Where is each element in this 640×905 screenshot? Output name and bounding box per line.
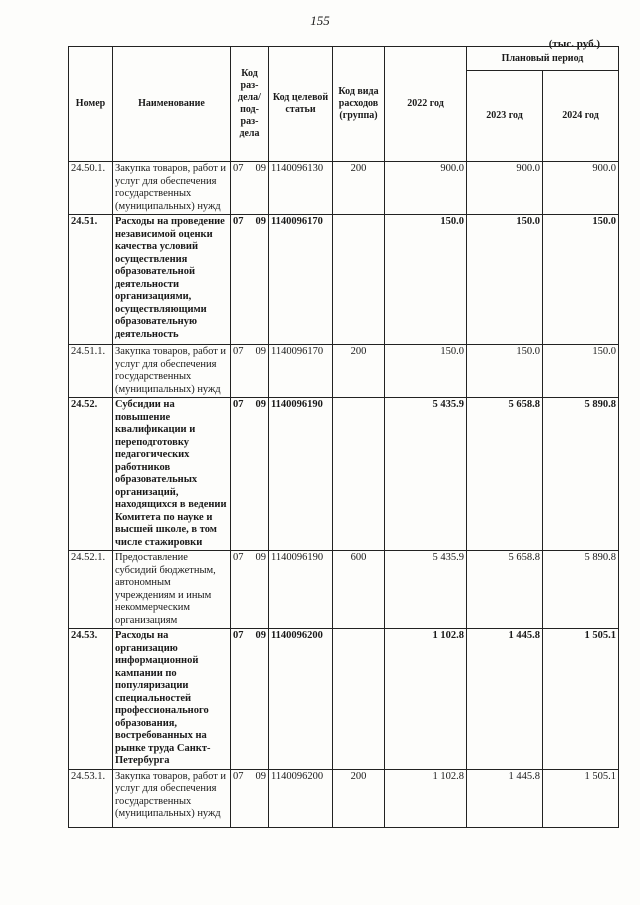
header-2022: 2022 год <box>385 47 467 162</box>
row-2022: 900.0 <box>385 162 467 215</box>
row-2022: 5 435.9 <box>385 398 467 551</box>
row-number: 24.51. <box>69 215 113 345</box>
row-2024: 900.0 <box>543 162 619 215</box>
row-2024: 1 505.1 <box>543 629 619 770</box>
header-section: Код раз-дела/ под-раз-дела <box>231 47 269 162</box>
row-type: 600 <box>333 551 385 629</box>
row-section: 07 09 <box>231 551 269 629</box>
row-target: 1140096130 <box>269 162 333 215</box>
table-row <box>69 551 619 629</box>
row-name: Закупка товаров, работ и услуг для обеспечения государственных (муниципальных) нужд <box>113 769 231 827</box>
table-row <box>69 345 619 398</box>
row-name: Предоставление субсидий бюджетным, автономным учреждениям и иным некоммерческим организациям <box>113 551 231 629</box>
row-type <box>333 398 385 551</box>
table-row <box>69 769 619 827</box>
row-number: 24.53. <box>69 629 113 770</box>
row-2023: 150.0 <box>467 215 543 345</box>
row-2022: 1 102.8 <box>385 769 467 827</box>
row-2024: 150.0 <box>543 345 619 398</box>
row-2023: 900.0 <box>467 162 543 215</box>
row-2023: 1 445.8 <box>467 769 543 827</box>
row-number: 24.53.1. <box>69 769 113 827</box>
row-number: 24.51.1. <box>69 345 113 398</box>
row-2023: 5 658.8 <box>467 551 543 629</box>
row-target: 1140096200 <box>269 629 333 770</box>
row-type: 200 <box>333 162 385 215</box>
page-number: 155 <box>310 13 330 28</box>
header-2024: 2024 год <box>543 71 619 162</box>
row-name: Расходы на проведение независимой оценки качества условий осуществления образовательной деятельности организациями, осуществляющими образовательную деятельность <box>113 215 231 345</box>
row-section: 07 09 <box>231 215 269 345</box>
row-number: 24.52. <box>69 398 113 551</box>
row-type: 200 <box>333 345 385 398</box>
row-target: 1140096170 <box>269 215 333 345</box>
header-number: Номер <box>69 47 113 162</box>
row-section: 07 09 <box>231 162 269 215</box>
row-2022: 1 102.8 <box>385 629 467 770</box>
table-row <box>69 162 619 215</box>
row-2023: 1 445.8 <box>467 629 543 770</box>
header-row <box>69 47 619 71</box>
row-name: Расходы на организацию информационной кампании по популяризации специальностей профессионального образования, востребованных на рынке труда Санкт-Петербурга <box>113 629 231 770</box>
row-2022: 150.0 <box>385 215 467 345</box>
row-type: 200 <box>333 769 385 827</box>
row-target: 1140096170 <box>269 345 333 398</box>
header-expense-type: Код вида расходов (группа) <box>333 47 385 162</box>
row-2022: 150.0 <box>385 345 467 398</box>
row-2023: 150.0 <box>467 345 543 398</box>
row-section: 07 09 <box>231 769 269 827</box>
row-target: 1140096190 <box>269 551 333 629</box>
header-name: Наименование <box>113 47 231 162</box>
units-label: (тыс. руб.) <box>548 38 600 50</box>
row-section: 07 09 <box>231 345 269 398</box>
header-planned-period: Плановый период <box>467 47 619 71</box>
row-2023: 5 658.8 <box>467 398 543 551</box>
header-2023: 2023 год <box>467 71 543 162</box>
row-section: 07 09 <box>231 629 269 770</box>
row-number: 24.52.1. <box>69 551 113 629</box>
row-type <box>333 629 385 770</box>
row-name: Закупка товаров, работ и услуг для обеспечения государственных (муниципальных) нужд <box>113 345 231 398</box>
table-row <box>69 398 619 551</box>
row-section: 07 09 <box>231 398 269 551</box>
table-row <box>69 215 619 345</box>
row-2024: 5 890.8 <box>543 551 619 629</box>
budget-table <box>68 46 619 828</box>
row-number: 24.50.1. <box>69 162 113 215</box>
row-2022: 5 435.9 <box>385 551 467 629</box>
row-type <box>333 215 385 345</box>
row-target: 1140096190 <box>269 398 333 551</box>
row-name: Субсидии на повышение квалификации и переподготовку педагогических работников образовательных организаций, находящихся в ведении Комитета по науке и высшей школе, в том числе стажировки <box>113 398 231 551</box>
row-2024: 1 505.1 <box>543 769 619 827</box>
row-target: 1140096200 <box>269 769 333 827</box>
row-2024: 150.0 <box>543 215 619 345</box>
header-target: Код целевой статьи <box>269 47 333 162</box>
row-name: Закупка товаров, работ и услуг для обеспечения государственных (муниципальных) нужд <box>113 162 231 215</box>
row-2024: 5 890.8 <box>543 398 619 551</box>
table-row <box>69 629 619 770</box>
